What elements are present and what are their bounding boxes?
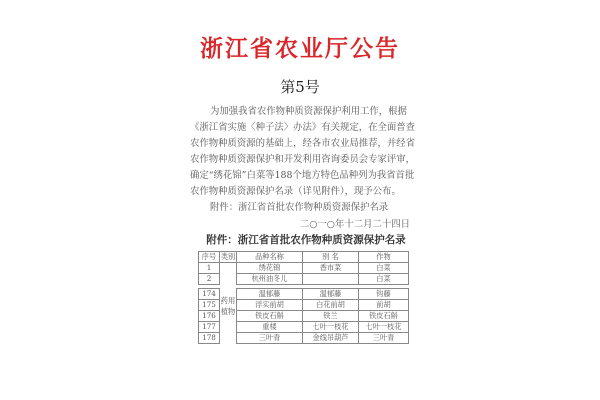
cell-name: 绣花锦 xyxy=(237,263,303,274)
cell-name: 浮实前胡 xyxy=(237,300,303,311)
cell-alias: 温郁藤 xyxy=(303,289,359,300)
cell-category xyxy=(220,263,237,285)
cell-crop: 白菜 xyxy=(359,263,409,274)
header-cell: 序号 xyxy=(199,252,220,263)
cell-name: 三叶青 xyxy=(237,333,303,344)
header-cell: 别 名 xyxy=(303,252,359,263)
header-cell: 品种名称 xyxy=(237,252,303,263)
cell-no: 176 xyxy=(199,311,220,322)
cell-no: 175 xyxy=(199,300,220,311)
cell-no: 178 xyxy=(199,333,220,344)
attachment-title: 附件：浙江省首批农作物种质资源保护名录 xyxy=(206,234,406,246)
cell-no: 2 xyxy=(199,274,220,285)
cell-crop: 三叶青 xyxy=(359,333,409,344)
cell-alias: 铁兰 xyxy=(303,311,359,322)
cell-category: 药用植物 xyxy=(220,295,236,316)
header-cell: 类别 xyxy=(220,252,236,261)
cell-crop: 七叶一枝花 xyxy=(359,322,409,333)
cell-alias: 金线吊葫芦 xyxy=(303,333,359,344)
document-title: 浙江省农业厅公告 xyxy=(200,35,400,62)
cell-alias: 七叶一枝花 xyxy=(303,322,359,333)
cell-name: 铁皮石斛 xyxy=(237,311,303,322)
issue-date: 二○一○年十二月二十四日 xyxy=(299,219,410,230)
attachment-note: 附件：浙江省首批农作物种质资源保护名录 xyxy=(210,202,389,213)
table-group-1 xyxy=(198,251,409,285)
cell-alias xyxy=(303,274,359,285)
cell-crop: 前胡 xyxy=(359,300,409,311)
cell-no: 1 xyxy=(199,263,220,274)
table-row xyxy=(199,263,409,274)
cell-name: 杭州油冬儿 xyxy=(237,274,303,285)
document-number: 第5号 xyxy=(280,78,320,96)
cell-alias: 白花前胡 xyxy=(303,300,359,311)
cell-alias: 香市菜 xyxy=(303,263,359,274)
document-body xyxy=(190,104,422,344)
cell-crop: 铁皮石斛 xyxy=(359,311,409,322)
body-paragraph: 为加强我省农作物种质资源保护利用工作，根据《浙江省实施〈种子法〉办法》有关规定，在全面普查农作物种质资源的基础上，经各市农业局推荐，并经省农作物种质资源保护和开发利用咨询委员会专家评审，确定“绣花锦”白菜等188个地方特色品种列为我省首批农作物种质资源保护名录（详见附件），现予公布。 xyxy=(190,106,416,197)
cell-crop: 白菜 xyxy=(359,274,409,285)
table-row xyxy=(199,289,409,300)
table-header-row xyxy=(199,252,409,263)
table-group-2 xyxy=(198,288,409,344)
cell-name: 温郁藤 xyxy=(237,289,303,300)
cell-crop: 钩藤 xyxy=(359,289,409,300)
cell-name: 重楼 xyxy=(237,322,303,333)
body-text xyxy=(190,104,422,200)
cell-no: 174 xyxy=(199,289,220,300)
cell-no: 177 xyxy=(199,322,220,333)
header-cell: 作物 xyxy=(359,252,409,263)
